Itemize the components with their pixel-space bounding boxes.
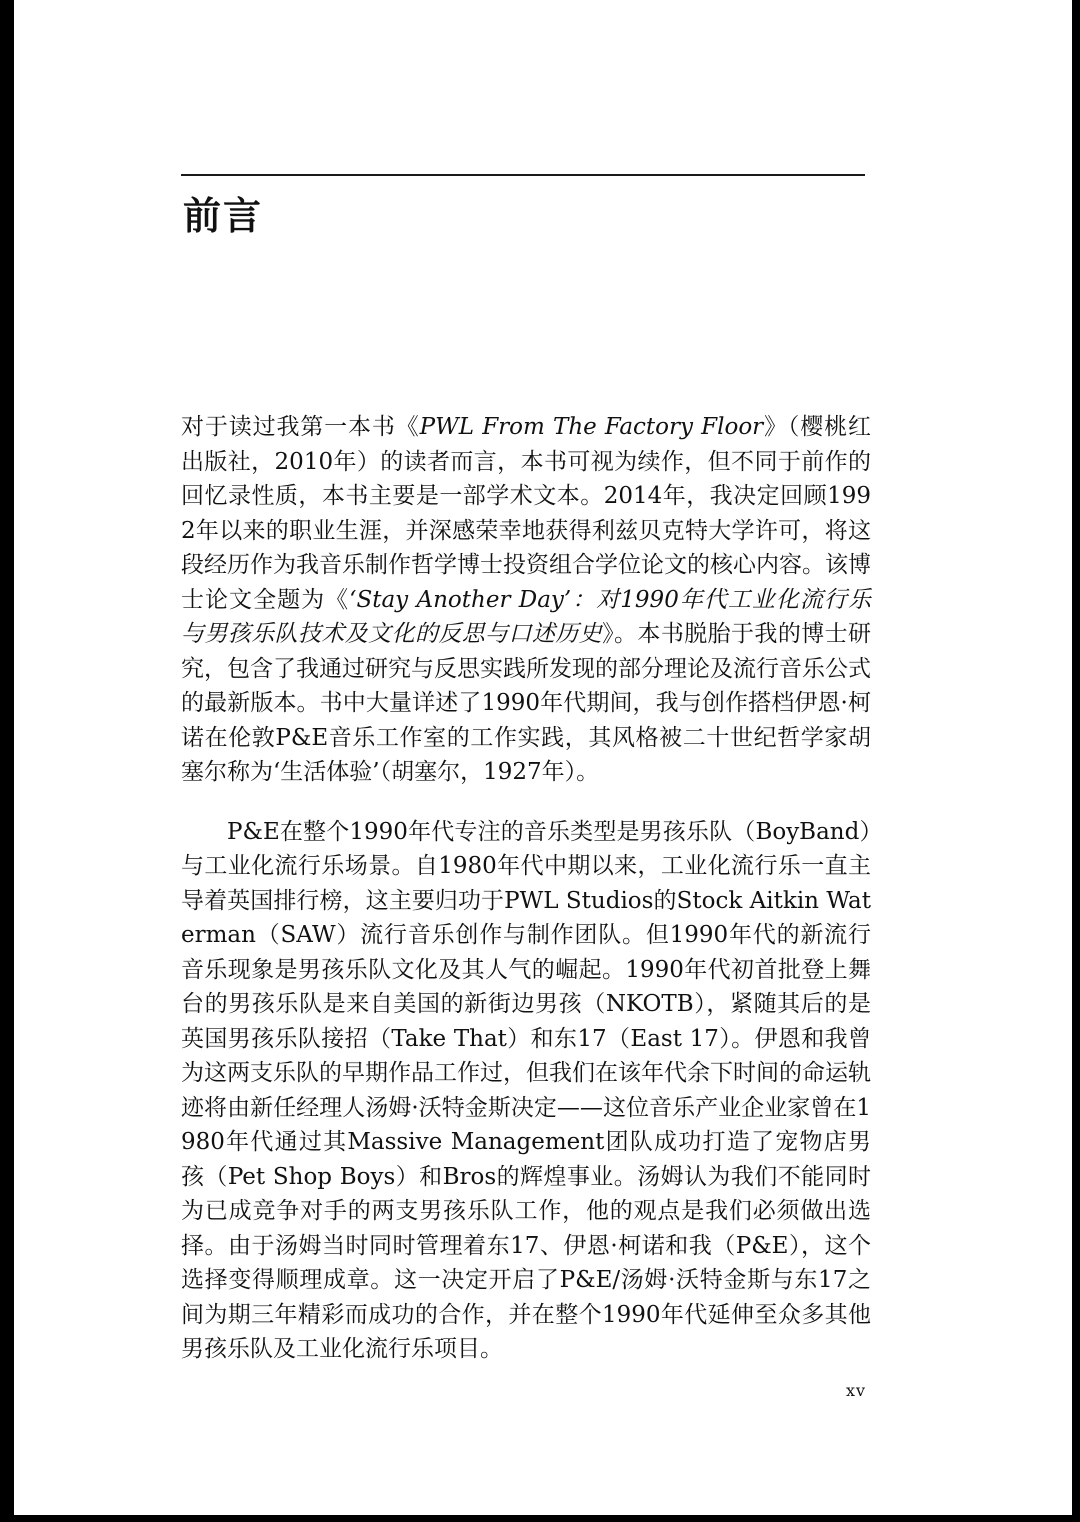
body-text xyxy=(181,410,871,1367)
thesis-title: ‘Stay Another Day’：对1990年代工业化流行乐与男孩乐队技术及文化的反思与口述历史 xyxy=(181,586,872,647)
paragraph-1 xyxy=(181,410,871,790)
viewer-frame-bottom xyxy=(0,1515,1080,1522)
paragraph-1-text-a: 对于读过我第一本书《 xyxy=(181,414,420,440)
viewer-frame-left xyxy=(0,0,14,1522)
chapter-divider xyxy=(181,174,865,176)
book-title: PWL From The Factory Floor xyxy=(419,414,764,440)
paragraph-1-text-c: 》。本书脱胎于我的博士研究，包含了我通过研究与反思实践所发现的部分理论及流行音乐公式的最新版本。书中大量详述了1990年代期间，我与创作搭档伊恩·柯诺在伦敦P&E音乐工作室的工作实践，其风格被二十世纪哲学家胡塞尔称为‘生活体验’（胡塞尔，1927年）。 xyxy=(181,621,872,785)
paragraph-2: P&E在整个1990年代专注的音乐类型是男孩乐队（BoyBand）与工业化流行乐场景。自1980年代中期以来，工业化流行乐一直主导着英国排行榜，这主要归功于PWL Studios的Stock Aitkin Waterman（SAW）流行音乐创作与制作团队。但1990年代的新流行音乐现象是男孩乐队文化及其人气的崛起。1990年代初首批登上舞台的男孩乐队是来自美国的新街边男孩（NKOTB），紧随其后的是英国男孩乐队接招（Take That）和东17（East 17）。伊恩和我曾为这两支乐队的早期作品工作过，但我们在该年代余下时间的命运轨迹将由新任经理人汤姆·沃特金斯决定——这位音乐产业企业家曾在1980年代通过其Massive Management团队成功打造了宠物店男孩（Pet Shop Boys）和Bros的辉煌事业。汤姆认为我们不能同时为已成竞争对手的两支男孩乐队工作，他的观点是我们必须做出选择。由于汤姆当时同时管理着东17、伊恩·柯诺和我（P&E），这个选择变得顺理成章。这一决定开启了P&E/汤姆·沃特金斯与东17之间为期三年精彩而成功的合作，并在整个1990年代延伸至众多其他男孩乐队及工业化流行乐项目。 xyxy=(181,818,871,1362)
viewer-frame-right xyxy=(1072,0,1080,1522)
page-number: xv xyxy=(846,1381,867,1400)
paragraph-1-text-b: 》（樱桃红出版社，2010年）的读者而言，本书可视为续作，但不同于前作的回忆录性质，本书主要是一部学术文本。2014年，我决定回顾1992年以来的职业生涯，并深感荣幸地获得利兹贝克特大学许可，将这段经历作为我音乐制作哲学博士投资组合学位论文的核心内容。该博士论文全题为《 xyxy=(181,414,872,613)
chapter-title: 前言 xyxy=(183,193,264,238)
